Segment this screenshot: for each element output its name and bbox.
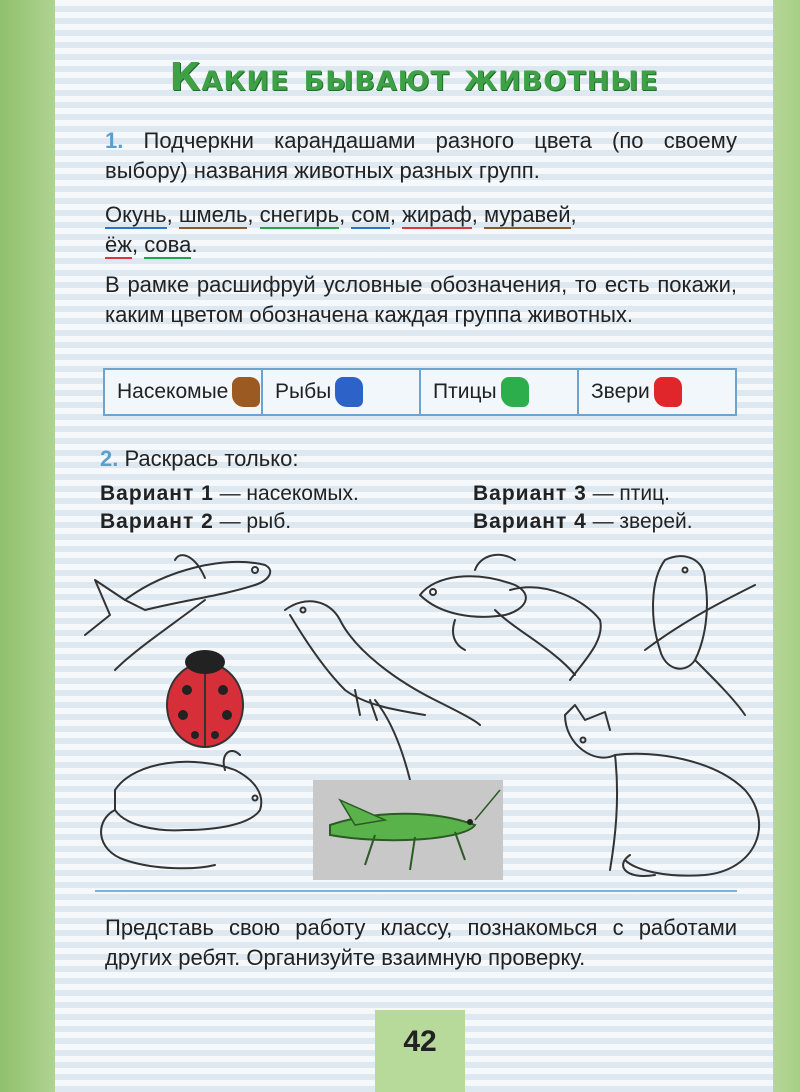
animal-word-catfish[interactable]: сом (351, 202, 390, 227)
page-number: 42 (403, 1025, 437, 1058)
animal-word-hedgehog[interactable]: ёж (105, 232, 132, 257)
ladybug-drawing[interactable] (167, 650, 243, 747)
color-legend-table (103, 368, 737, 416)
green-swatch (501, 377, 529, 407)
variants-left-column (100, 480, 359, 536)
task2-number: 2. (100, 446, 119, 471)
animal-word-perch[interactable]: Окунь (105, 202, 167, 227)
task2-text: Раскрась только: (124, 446, 299, 471)
task1-number: 1. (105, 128, 124, 153)
variant-2: Вариант 2 — рыб. (100, 510, 292, 533)
animal-list: Окунь, шмель, снегирь, сом, жираф, муравей, ёж, сова. (105, 202, 577, 257)
animal-word-bullfinch[interactable]: снегирь (259, 202, 340, 227)
variant-1: Вариант 1 — насекомых. (100, 482, 359, 505)
swallow-drawing[interactable] (285, 601, 480, 780)
task2-instruction (100, 446, 298, 472)
variants-right-column (473, 480, 693, 536)
legend-cell-fish[interactable]: Рыбы (263, 370, 421, 414)
legend-instruction: В рамке расшифруй условные обозначения, то есть покажи, каким цветом обозначена каждая группа животных. (105, 272, 737, 327)
section-divider (95, 890, 737, 892)
task1-text: Подчеркни карандашами разного цвета (по своему выбору) названия животных разных групп. (105, 128, 737, 183)
variant-3: Вариант 3 — птиц. (473, 482, 671, 505)
legend-cell-mammals[interactable]: Звери (579, 370, 735, 414)
legend-cell-birds[interactable]: Птицы (421, 370, 579, 414)
legend-cell-insects[interactable]: Насекомые (105, 370, 263, 414)
blue-swatch (335, 377, 363, 407)
animal-word-giraffe[interactable]: жираф (402, 202, 472, 227)
cat-drawing[interactable] (565, 705, 759, 876)
fish-drawing-2[interactable] (420, 555, 601, 680)
page-title: Какие бывают животные (169, 55, 659, 99)
task1-instruction (105, 126, 737, 186)
animal-word-owl[interactable]: сова (144, 232, 192, 257)
brown-swatch (232, 377, 260, 407)
red-swatch (654, 377, 682, 407)
animal-illustrations (55, 540, 773, 890)
animal-word-ant[interactable]: муравей (483, 202, 571, 227)
animal-word-bumblebee[interactable]: шмель (178, 202, 248, 227)
mouse-drawing[interactable] (101, 751, 261, 868)
grasshopper-drawing[interactable] (313, 780, 503, 880)
fish-drawing-1[interactable] (85, 555, 270, 670)
variant-4: Вариант 4 — зверей. (473, 510, 693, 533)
tit-drawing[interactable] (645, 556, 755, 715)
final-instruction: Представь свою работу классу, познакомься с работами других ребят. Организуйте взаимную проверку. (105, 915, 737, 970)
workbook-page (55, 0, 773, 1092)
